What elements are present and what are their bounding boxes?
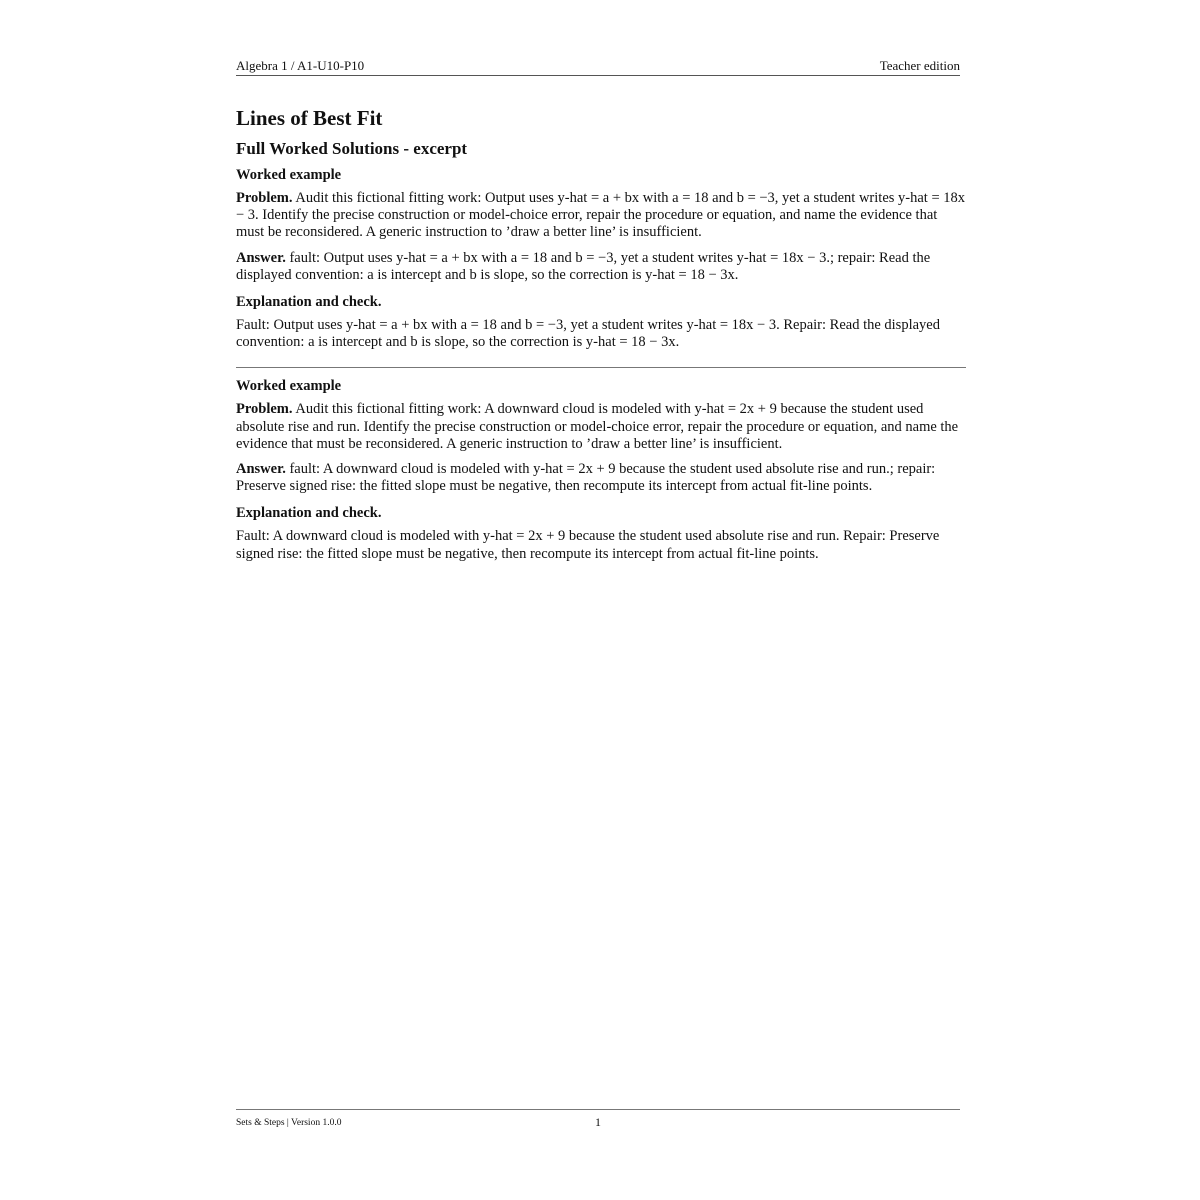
problem-text: Audit this fictional fitting work: A downward cloud is modeled with y-hat = 2x + 9 because the student used absolute rise and run. Identify the precise construction or model-choice error, repair the procedure or equation, and name the evidence that must be reconsidered. A generic instruction to ’draw a better line’ is insufficient. bbox=[236, 401, 959, 452]
answer-label: Answer. bbox=[236, 461, 286, 478]
page-number: 1 bbox=[595, 1115, 601, 1129]
running-header bbox=[236, 58, 960, 76]
answer-text: fault: A downward cloud is modeled with y-hat = 2x + 9 because the student used absolute rise and run.; repair: Preserve signed rise: the fitted slope must be negative, then recompute its intercept from actual fit-line points. bbox=[236, 461, 936, 495]
page-subtitle: Full Worked Solutions - excerpt bbox=[236, 139, 468, 158]
worked-example-2 bbox=[236, 376, 966, 574]
problem-text: Audit this fictional fitting work: Output uses y-hat = a + bx with a = 18 and b = −3, yet a student writes y-hat = 18x − 3. Identify the precise construction or model-choice error, repair the procedure or equation, and name the evidence that must be reconsidered. A generic instruction to ’draw a better line’ is insufficient. bbox=[236, 190, 965, 241]
example-heading: Worked example bbox=[236, 167, 342, 183]
problem-paragraph bbox=[236, 401, 966, 453]
header-course-label: Algebra 1 / A1-U10-P10 bbox=[236, 58, 365, 73]
answer-paragraph bbox=[236, 250, 966, 284]
example-heading: Worked example bbox=[236, 378, 342, 395]
page-title: Lines of Best Fit bbox=[236, 106, 383, 130]
problem-label: Problem. bbox=[236, 401, 293, 418]
explanation-text: Fault: Output uses y-hat = a + bx with a = 18 and b = −3, yet a student writes y-hat = 18x − 3. Repair: Read the displayed convention: a is intercept and b is slope, so the correction is y-hat = 18 − 3x. bbox=[236, 317, 940, 351]
problem-label: Problem. bbox=[236, 190, 293, 206]
explanation-text: Fault: A downward cloud is modeled with y-hat = 2x + 9 because the student used absolute rise and run. Repair: Preserve signed rise: the fitted slope must be negative, then recompute its intercept from actual fit-line points. bbox=[236, 528, 940, 562]
running-footer bbox=[236, 1109, 960, 1129]
answer-text: fault: Output uses y-hat = a + bx with a = 18 and b = −3, yet a student writes y-hat = 18x − 3.; repair: Read the displayed convention: a is intercept and b is slope, so the correction is y-hat = 18 − 3x. bbox=[236, 249, 931, 283]
page-content bbox=[236, 104, 966, 575]
section-divider bbox=[236, 367, 966, 368]
problem-paragraph bbox=[236, 190, 966, 242]
header-edition-label: Teacher edition bbox=[879, 58, 960, 73]
footer-version-label: Sets & Steps | Version 1.0.0 bbox=[236, 1118, 342, 1128]
answer-paragraph bbox=[236, 461, 966, 495]
explanation-heading: Explanation and check. bbox=[236, 294, 382, 311]
explanation-heading: Explanation and check. bbox=[236, 505, 382, 522]
worked-example-1 bbox=[236, 165, 966, 363]
answer-label: Answer. bbox=[236, 249, 286, 266]
